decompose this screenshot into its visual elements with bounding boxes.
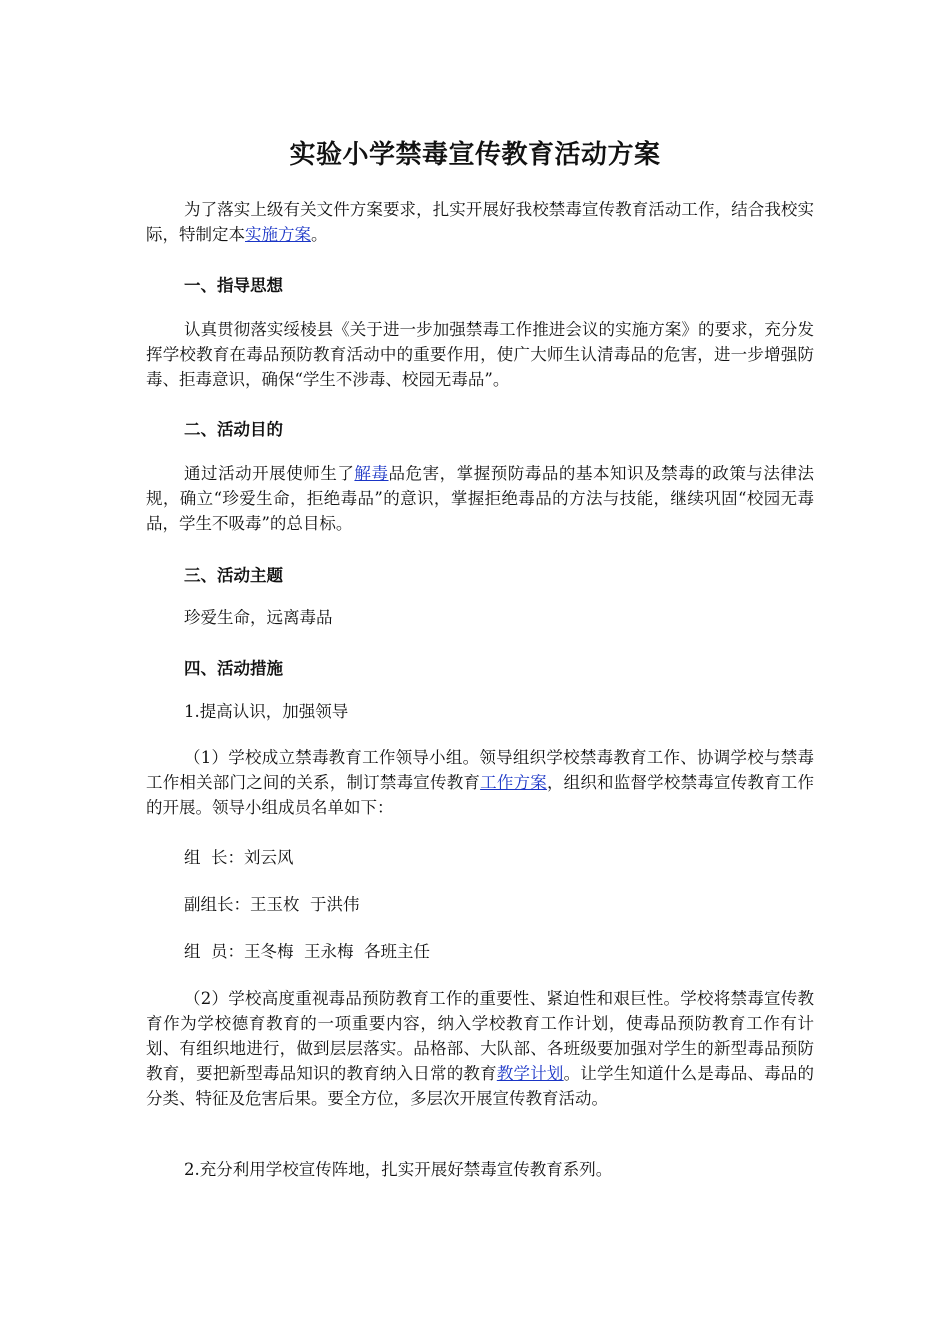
measure-item-1: 1.提高认识，加强领导 bbox=[184, 702, 349, 721]
intro-paragraph bbox=[146, 197, 814, 247]
measure-item-2: 2.充分利用学校宣传阵地，扎实开展好禁毒宣传教育系列。 bbox=[184, 1160, 613, 1179]
measure-sub-1-text-end: ，组织和监督学校禁毒宣传教育工作的开展。领导小组成员名单如下： bbox=[146, 773, 815, 817]
measure-sub-2-paragraph bbox=[146, 986, 814, 1111]
theme-text: 珍爱生命，远离毒品 bbox=[184, 608, 333, 627]
detox-link[interactable]: 解毒 bbox=[354, 464, 389, 483]
section-heading-purpose: 二、活动目的 bbox=[184, 420, 283, 439]
section-heading-theme: 三、活动主题 bbox=[184, 566, 283, 585]
group-members: 组 员：王冬梅 王永梅 各班主任 bbox=[184, 942, 430, 961]
section-heading-guiding-thought: 一、指导思想 bbox=[184, 276, 283, 295]
purpose-paragraph bbox=[146, 461, 814, 536]
measure-sub-1-text: （1）学校成立禁毒教育工作领导小组。领导组织学校禁毒教育工作、协调学校与禁毒工作相关部门之间的关系，制订禁毒宣传教育 bbox=[146, 748, 814, 792]
group-leader: 组 长：刘云风 bbox=[184, 848, 294, 867]
measure-sub-2-text-end: 。让学生知道什么是毒品、毒品的分类、特征及危害后果。要全方位，多层次开展宣传教育活动。 bbox=[146, 1064, 815, 1108]
measure-sub-1-paragraph bbox=[146, 745, 814, 820]
work-plan-link[interactable]: 工作方案 bbox=[480, 773, 547, 792]
guiding-thought-paragraph: 认真贯彻落实绥棱县《关于进一步加强禁毒工作推进会议的实施方案》的要求，充分发挥学校教育在毒品预防教育活动中的重要作用，使广大师生认清毒品的危害，进一步增强防毒、拒毒意识，确保“学生不涉毒、校园无毒品”。 bbox=[146, 320, 814, 389]
purpose-text-end: 品危害，掌握预防毒品的基本知识及禁毒的政策与法律法规，确立“珍爱生命，拒绝毒品”的意识，掌握拒绝毒品的方法与技能，继续巩固“校园无毒品，学生不吸毒”的总目标。 bbox=[146, 464, 815, 533]
intro-text: 为了落实上级有关文件方案要求，扎实开展好我校禁毒宣传教育活动工作，结合我校实际，特制定本 bbox=[146, 200, 814, 244]
intro-text-end: 。 bbox=[311, 225, 328, 244]
group-deputy: 副组长：王玉枚 于洪伟 bbox=[184, 895, 360, 914]
measure-sub-2-text: （2）学校高度重视毒品预防教育工作的重要性、紧迫性和艰巨性。学校将禁毒宣传教育作为学校德育教育的一项重要内容，纳入学校教育工作计划，使毒品预防教育工作有计划、有组织地进行，做到层层落实。品格部、大队部、各班级要加强对学生的新型毒品预防教育，要把新型毒品知识的教育纳入日常的教育 bbox=[146, 989, 814, 1083]
purpose-text: 通过活动开展使师生了 bbox=[184, 464, 355, 483]
page-title: 实验小学禁毒宣传教育活动方案 bbox=[289, 140, 661, 170]
teaching-plan-link[interactable]: 教学计划 bbox=[496, 1064, 564, 1083]
implementation-plan-link[interactable]: 实施方案 bbox=[245, 225, 311, 244]
section-heading-measures: 四、活动措施 bbox=[184, 659, 283, 678]
